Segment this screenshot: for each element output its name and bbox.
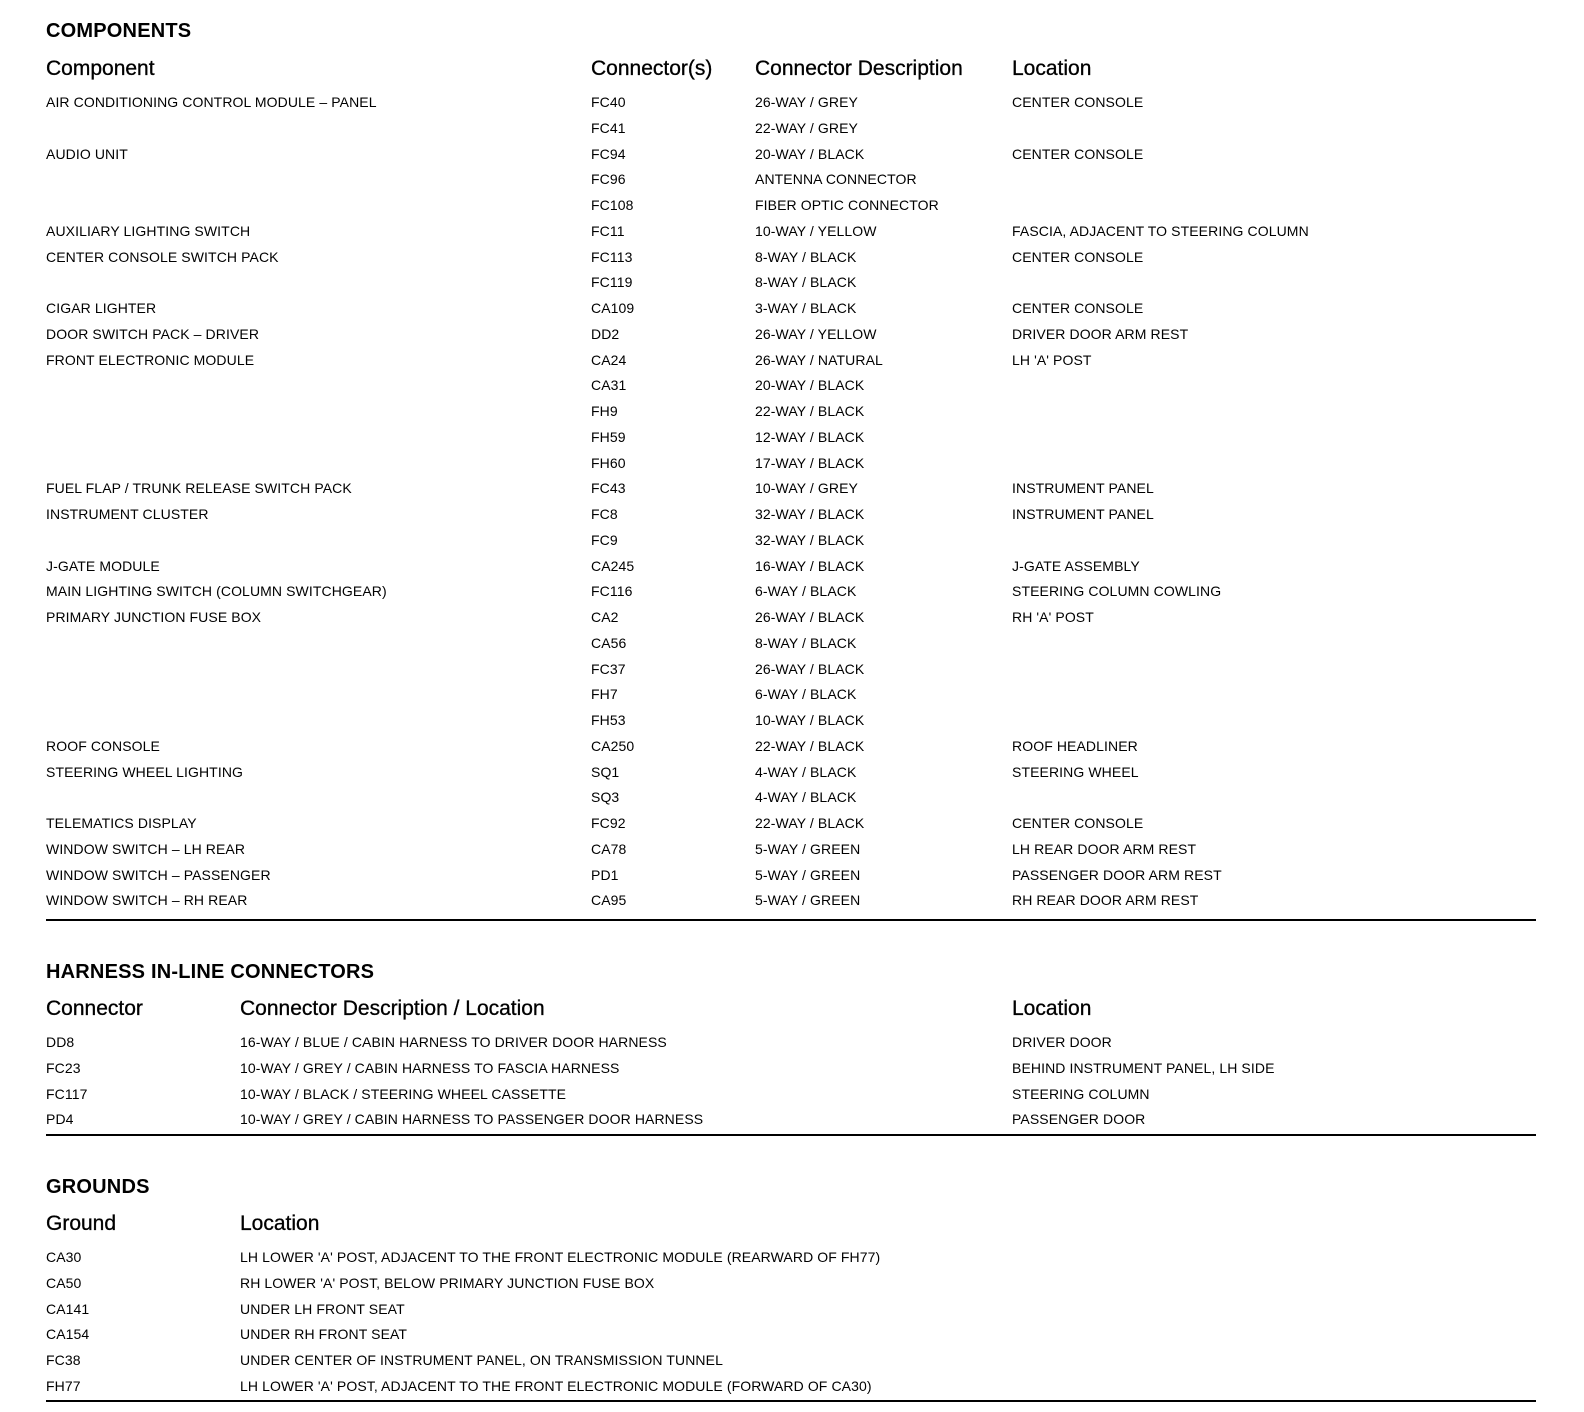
connector-description: 4-WAY / BLACK bbox=[755, 789, 857, 806]
harness-row bbox=[46, 1086, 1536, 1112]
connector-description: 6-WAY / BLACK bbox=[755, 583, 857, 600]
component-row bbox=[46, 815, 1536, 841]
connector-description: 10-WAY / YELLOW bbox=[755, 222, 877, 239]
components-header-location: Location bbox=[1012, 57, 1092, 80]
component-row bbox=[46, 892, 1536, 918]
connector-id: FC113 bbox=[591, 248, 633, 265]
connector-description: 10-WAY / GREY bbox=[755, 480, 858, 497]
connector-id: CA245 bbox=[591, 557, 635, 574]
component-row bbox=[46, 171, 1536, 197]
harness-row bbox=[46, 1034, 1536, 1060]
harness-connector-id: FC23 bbox=[46, 1059, 81, 1076]
components-table bbox=[46, 94, 1536, 918]
harness-location: DRIVER DOOR bbox=[1012, 1034, 1112, 1050]
components-header-connectors: Connector(s) bbox=[591, 57, 713, 80]
components-header-component: Component bbox=[46, 57, 155, 80]
harness-description: 10-WAY / GREY / CABIN HARNESS TO FASCIA HARNESS bbox=[240, 1059, 620, 1076]
component-name: CENTER CONSOLE SWITCH PACK bbox=[46, 248, 279, 265]
harness-header-connector: Connector bbox=[46, 997, 143, 1020]
connector-description: ANTENNA CONNECTOR bbox=[755, 171, 917, 188]
component-location: ROOF HEADLINER bbox=[1012, 737, 1138, 754]
connector-description: 8-WAY / BLACK bbox=[755, 274, 857, 291]
connector-description: 26-WAY / YELLOW bbox=[755, 325, 877, 342]
connector-id: CA31 bbox=[591, 377, 627, 394]
connector-description: 3-WAY / BLACK bbox=[755, 300, 857, 316]
component-location: INSTRUMENT PANEL bbox=[1012, 506, 1154, 522]
component-row bbox=[46, 94, 1536, 120]
harness-table bbox=[46, 1034, 1536, 1137]
connector-description: 26-WAY / GREY bbox=[755, 94, 858, 110]
connector-id: FC9 bbox=[591, 531, 618, 548]
component-row bbox=[46, 274, 1536, 300]
component-name: INSTRUMENT CLUSTER bbox=[46, 506, 209, 522]
component-location: DRIVER DOOR ARM REST bbox=[1012, 325, 1189, 342]
component-row bbox=[46, 609, 1536, 635]
ground-location: UNDER RH FRONT SEAT bbox=[240, 1326, 408, 1343]
component-name: WINDOW SWITCH – PASSENGER bbox=[46, 866, 271, 883]
connector-id: CA56 bbox=[591, 634, 627, 651]
harness-location: BEHIND INSTRUMENT PANEL, LH SIDE bbox=[1012, 1059, 1275, 1076]
component-name: AIR CONDITIONING CONTROL MODULE – PANEL bbox=[46, 94, 377, 110]
component-name: DOOR SWITCH PACK – DRIVER bbox=[46, 325, 260, 342]
component-name: PRIMARY JUNCTION FUSE BOX bbox=[46, 609, 262, 625]
connector-id: FH7 bbox=[591, 686, 618, 703]
connector-id: FH9 bbox=[591, 403, 618, 419]
harness-header-description: Connector Description / Location bbox=[240, 997, 545, 1020]
connector-description: 20-WAY / BLACK bbox=[755, 145, 865, 162]
connector-id: FC108 bbox=[591, 197, 634, 213]
harness-description: 10-WAY / BLACK / STEERING WHEEL CASSETTE bbox=[240, 1085, 567, 1102]
component-row bbox=[46, 352, 1536, 378]
component-row bbox=[46, 223, 1536, 249]
component-row bbox=[46, 583, 1536, 609]
component-row bbox=[46, 480, 1536, 506]
ground-location: LH LOWER 'A' POST, ADJACENT TO THE FRONT ELECTRONIC MODULE (FORWARD OF CA30) bbox=[240, 1377, 872, 1394]
ground-row bbox=[46, 1326, 1536, 1352]
grounds-header-ground: Ground bbox=[46, 1212, 117, 1235]
connector-description: 26-WAY / BLACK bbox=[755, 609, 865, 625]
connector-description: 32-WAY / BLACK bbox=[755, 531, 865, 548]
section-divider bbox=[46, 1400, 1536, 1402]
component-row bbox=[46, 197, 1536, 223]
harness-description: 10-WAY / GREY / CABIN HARNESS TO PASSENGER DOOR HARNESS bbox=[240, 1111, 704, 1128]
component-row bbox=[46, 789, 1536, 815]
ground-row bbox=[46, 1352, 1536, 1378]
component-name: ROOF CONSOLE bbox=[46, 737, 160, 754]
component-location: CENTER CONSOLE bbox=[1012, 815, 1144, 831]
component-name: WINDOW SWITCH – RH REAR bbox=[46, 892, 248, 909]
component-row bbox=[46, 558, 1536, 584]
connector-description: 26-WAY / NATURAL bbox=[755, 351, 883, 368]
component-row bbox=[46, 120, 1536, 146]
component-row bbox=[46, 712, 1536, 738]
connector-id: CA24 bbox=[591, 351, 627, 368]
connector-description: 6-WAY / BLACK bbox=[755, 686, 857, 703]
connector-description: 17-WAY / BLACK bbox=[755, 454, 865, 471]
connector-description: 5-WAY / GREEN bbox=[755, 892, 861, 909]
grounds-table bbox=[46, 1249, 1536, 1404]
component-row bbox=[46, 738, 1536, 764]
ground-id: CA30 bbox=[46, 1249, 82, 1265]
connector-id: FC37 bbox=[591, 660, 626, 677]
connector-id: SQ3 bbox=[591, 789, 620, 806]
connector-id: FC43 bbox=[591, 480, 626, 497]
ground-row bbox=[46, 1301, 1536, 1327]
component-location: CENTER CONSOLE bbox=[1012, 300, 1144, 316]
connector-id: CA95 bbox=[591, 892, 627, 909]
ground-row bbox=[46, 1249, 1536, 1275]
component-name: FUEL FLAP / TRUNK RELEASE SWITCH PACK bbox=[46, 480, 352, 497]
component-name: AUXILIARY LIGHTING SWITCH bbox=[46, 222, 251, 239]
connector-id: SQ1 bbox=[591, 763, 620, 780]
connector-id: FH59 bbox=[591, 428, 626, 445]
component-name: AUDIO UNIT bbox=[46, 145, 128, 162]
connector-description: 20-WAY / BLACK bbox=[755, 377, 865, 394]
connector-id: PD1 bbox=[591, 866, 619, 883]
ground-location: UNDER CENTER OF INSTRUMENT PANEL, ON TRANSMISSION TUNNEL bbox=[240, 1352, 723, 1368]
component-row bbox=[46, 635, 1536, 661]
connector-id: FC96 bbox=[591, 171, 626, 188]
ground-id: FC38 bbox=[46, 1352, 81, 1368]
component-location: CENTER CONSOLE bbox=[1012, 94, 1144, 110]
connector-description: 32-WAY / BLACK bbox=[755, 506, 865, 522]
harness-description: 16-WAY / BLUE / CABIN HARNESS TO DRIVER DOOR HARNESS bbox=[240, 1034, 667, 1050]
component-name: FRONT ELECTRONIC MODULE bbox=[46, 351, 255, 368]
connector-description: 5-WAY / GREEN bbox=[755, 840, 861, 857]
component-location: RH 'A' POST bbox=[1012, 609, 1094, 625]
component-row bbox=[46, 532, 1536, 558]
harness-section-title: HARNESS IN-LINE CONNECTORS bbox=[46, 961, 375, 983]
connector-id: FC94 bbox=[591, 145, 626, 162]
component-location: RH REAR DOOR ARM REST bbox=[1012, 892, 1199, 909]
component-row bbox=[46, 841, 1536, 867]
component-row bbox=[46, 377, 1536, 403]
harness-location: STEERING COLUMN bbox=[1012, 1085, 1150, 1102]
ground-id: CA141 bbox=[46, 1300, 90, 1317]
connector-description: 4-WAY / BLACK bbox=[755, 763, 857, 780]
grounds-header-location: Location bbox=[240, 1212, 320, 1235]
connector-id: FH53 bbox=[591, 712, 626, 728]
connector-description: 10-WAY / BLACK bbox=[755, 712, 865, 728]
connector-id: CA109 bbox=[591, 300, 635, 316]
component-location: CENTER CONSOLE bbox=[1012, 248, 1144, 265]
components-section-title: COMPONENTS bbox=[46, 20, 192, 42]
component-name: J-GATE MODULE bbox=[46, 557, 160, 574]
ground-id: CA50 bbox=[46, 1274, 82, 1291]
connector-id: FC119 bbox=[591, 274, 633, 291]
components-header-description: Connector Description bbox=[755, 57, 963, 80]
component-name: MAIN LIGHTING SWITCH (COLUMN SWITCHGEAR) bbox=[46, 583, 387, 600]
component-row bbox=[46, 429, 1536, 455]
component-row bbox=[46, 455, 1536, 481]
ground-location: RH LOWER 'A' POST, BELOW PRIMARY JUNCTION FUSE BOX bbox=[240, 1274, 655, 1291]
component-location: LH REAR DOOR ARM REST bbox=[1012, 840, 1197, 857]
component-location: FASCIA, ADJACENT TO STEERING COLUMN bbox=[1012, 222, 1309, 239]
component-location: LH 'A' POST bbox=[1012, 351, 1092, 368]
component-row bbox=[46, 506, 1536, 532]
connector-id: CA2 bbox=[591, 609, 619, 625]
connector-description: 8-WAY / BLACK bbox=[755, 634, 857, 651]
connector-description: 8-WAY / BLACK bbox=[755, 248, 857, 265]
component-row bbox=[46, 764, 1536, 790]
harness-connector-id: PD4 bbox=[46, 1111, 74, 1128]
connector-id: FC11 bbox=[591, 222, 625, 239]
component-row bbox=[46, 867, 1536, 893]
harness-connector-id: DD8 bbox=[46, 1034, 75, 1050]
connector-description: 22-WAY / BLACK bbox=[755, 403, 865, 419]
component-row bbox=[46, 249, 1536, 275]
harness-row bbox=[46, 1060, 1536, 1086]
connector-id: DD2 bbox=[591, 325, 620, 342]
connector-id: CA250 bbox=[591, 737, 635, 754]
grounds-section-title: GROUNDS bbox=[46, 1176, 150, 1198]
connector-description: 26-WAY / BLACK bbox=[755, 660, 865, 677]
ground-row bbox=[46, 1275, 1536, 1301]
connector-description: 22-WAY / BLACK bbox=[755, 815, 865, 831]
connector-id: CA78 bbox=[591, 840, 627, 857]
section-divider bbox=[46, 1134, 1536, 1136]
component-name: TELEMATICS DISPLAY bbox=[46, 815, 197, 831]
component-location: J-GATE ASSEMBLY bbox=[1012, 557, 1140, 574]
component-name: CIGAR LIGHTER bbox=[46, 300, 157, 316]
connector-id: FC8 bbox=[591, 506, 618, 522]
harness-location: PASSENGER DOOR bbox=[1012, 1111, 1146, 1128]
harness-connector-id: FC117 bbox=[46, 1085, 88, 1102]
connector-description: 12-WAY / BLACK bbox=[755, 428, 865, 445]
harness-header-location: Location bbox=[1012, 997, 1092, 1020]
connector-id: FC92 bbox=[591, 815, 626, 831]
component-row bbox=[46, 300, 1536, 326]
connector-description: FIBER OPTIC CONNECTOR bbox=[755, 197, 939, 213]
connector-description: 22-WAY / GREY bbox=[755, 119, 858, 136]
ground-id: FH77 bbox=[46, 1377, 81, 1394]
connector-id: FH60 bbox=[591, 454, 626, 471]
component-location: PASSENGER DOOR ARM REST bbox=[1012, 866, 1222, 883]
component-row bbox=[46, 146, 1536, 172]
component-row bbox=[46, 326, 1536, 352]
component-row bbox=[46, 403, 1536, 429]
connector-description: 22-WAY / BLACK bbox=[755, 737, 865, 754]
component-location: STEERING WHEEL bbox=[1012, 763, 1139, 780]
ground-location: UNDER LH FRONT SEAT bbox=[240, 1300, 405, 1317]
component-location: INSTRUMENT PANEL bbox=[1012, 480, 1154, 497]
connector-id: FC41 bbox=[591, 119, 626, 136]
connector-id: FC116 bbox=[591, 583, 633, 600]
ground-location: LH LOWER 'A' POST, ADJACENT TO THE FRONT ELECTRONIC MODULE (REARWARD OF FH77) bbox=[240, 1249, 881, 1265]
component-row bbox=[46, 661, 1536, 687]
connector-description: 16-WAY / BLACK bbox=[755, 557, 865, 574]
component-location: CENTER CONSOLE bbox=[1012, 145, 1144, 162]
component-name: STEERING WHEEL LIGHTING bbox=[46, 763, 244, 780]
component-name: WINDOW SWITCH – LH REAR bbox=[46, 840, 246, 857]
ground-id: CA154 bbox=[46, 1326, 90, 1343]
connector-description: 5-WAY / GREEN bbox=[755, 866, 861, 883]
component-location: STEERING COLUMN COWLING bbox=[1012, 583, 1222, 600]
connector-id: FC40 bbox=[591, 94, 626, 110]
component-row bbox=[46, 686, 1536, 712]
section-divider bbox=[46, 919, 1536, 921]
